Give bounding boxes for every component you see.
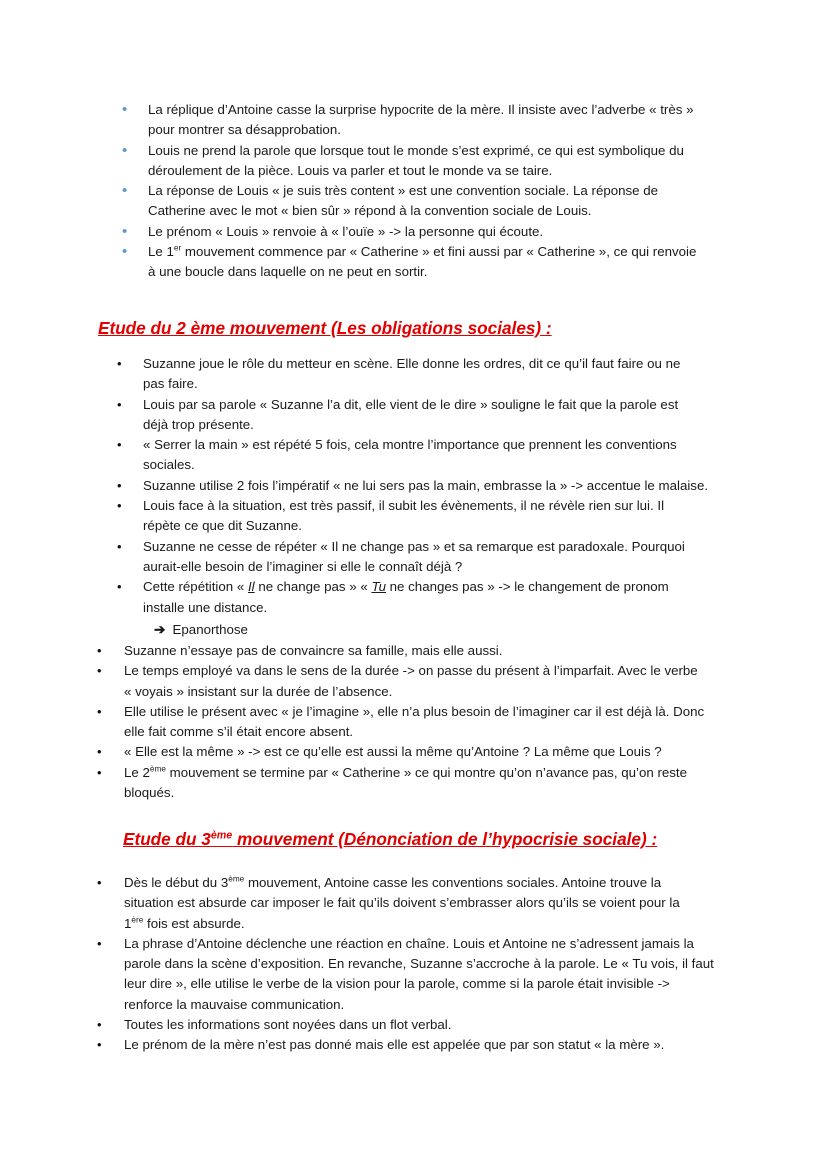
- list-item: • « Serrer la main » est répété 5 fois, cela montre l’importance que prennent les conventions sociales.: [117, 437, 677, 473]
- bullet-icon: •: [97, 663, 102, 679]
- list-item: • Elle utilise le présent avec « je l’imagine », elle n’a plus besoin de l’imaginer car il est déjà là. Donc elle fait comme s’il était encore absent.: [97, 703, 705, 740]
- list-item: • Le 1er mouvement commence par « Catherine » et fini aussi par « Catherine », ce qui renvoie à une boucle dans laquelle on ne peut en sortir.: [122, 243, 697, 280]
- bullet-list-third-movement: [97, 873, 732, 1056]
- list-item: • Cette répétition « Il ne change pas » « Tu ne changes pas » -> le changement de pronom installe une distance.: [117, 579, 669, 615]
- arrow-list-item: ➔ Epanorthose: [154, 622, 248, 637]
- bullet-icon: •: [117, 498, 122, 514]
- list-item: • Suzanne ne cesse de répéter « Il ne change pas » et sa remarque est paradoxale. Pourquoi aurait-elle besoin de l’imaginer si elle le connaît déjà ?: [117, 538, 685, 574]
- bullet-icon: •: [97, 1037, 102, 1053]
- list-item: • Suzanne n’essaye pas de convaincre sa famille, mais elle aussi.: [124, 641, 732, 661]
- list-item: • « Elle est la même » -> est ce qu’elle est aussi la même qu’Antoine ? La même que Louis ?: [124, 742, 732, 762]
- list-item: • Dès le début du 3ème mouvement, Antoine casse les conventions sociales. Antoine trouve la situation est absurde car imposer le fait qu’ils doivent s’embrasser alors qu’ils se voient pour la 1ère fois est absurde.: [97, 874, 680, 931]
- list-item: • Le prénom de la mère n’est pas donné mais elle est appelée que par son statut « la mère ».: [124, 1035, 732, 1055]
- bullet-icon: •: [117, 579, 122, 595]
- bullet-icon: •: [117, 396, 122, 412]
- bullet-icon: •: [97, 935, 102, 951]
- bullet-list-first-movement: [122, 100, 738, 283]
- bullet-icon: •: [97, 1017, 102, 1033]
- list-item: • Louis face à la situation, est très passif, il subit les évènements, il ne révèle rien sur lui. Il répète ce que dit Suzanne.: [117, 498, 665, 534]
- list-item: • Louis ne prend la parole que lorsque tout le monde s’est exprimé, ce qui est symbolique du déroulement de la pièce. Louis va parler et tout le monde va se taire.: [122, 141, 684, 178]
- list-item: • La réponse de Louis « je suis très content » est une convention sociale. La réponse de Catherine avec le mot « bien sûr » répond à la convention sociale de Louis.: [122, 182, 659, 219]
- list-item: • Suzanne joue le rôle du metteur en scène. Elle donne les ordres, dit ce qu’il faut faire ou ne pas faire.: [117, 356, 681, 392]
- list-item: • Louis par sa parole « Suzanne l’a dit, elle vient de le dire » souligne le fait que la parole est déjà trop présente.: [117, 396, 679, 432]
- bullet-icon: •: [97, 875, 102, 890]
- bullet-icon: •: [122, 222, 128, 240]
- bullet-icon: •: [122, 101, 128, 118]
- bullet-icon: •: [97, 744, 102, 760]
- bullet-list-second-movement: [117, 354, 733, 618]
- bullet-icon: •: [97, 764, 102, 780]
- bullet-icon: •: [122, 243, 128, 261]
- list-item: • Le temps employé va dans le sens de la durée -> on passe du présent à l’imparfait. Avec le verbe « voyais » insistant sur la durée de l’absence.: [97, 663, 698, 699]
- bullet-icon: •: [122, 141, 128, 159]
- section-heading-second-movement: Etude du 2 ème mouvement (Les obligations sociales) :: [98, 318, 552, 338]
- list-item: • Suzanne utilise 2 fois l’impératif « ne lui sers pas la main, embrasse la » -> accentue le malaise.: [143, 476, 733, 496]
- list-item: • Toutes les informations sont noyées dans un flot verbal.: [124, 1015, 732, 1035]
- bullet-list-second-movement-continued: [97, 641, 732, 803]
- bullet-icon: •: [117, 437, 122, 453]
- bullet-icon: •: [97, 643, 102, 658]
- bullet-icon: •: [97, 703, 102, 719]
- section-heading-third-movement: Etude du 3ème mouvement (Dénonciation de l’hypocrisie sociale) :: [123, 829, 658, 849]
- bullet-icon: •: [117, 356, 122, 371]
- bullet-icon: •: [117, 477, 122, 493]
- list-item: • La réplique d’Antoine casse la surprise hypocrite de la mère. Il insiste avec l’adverbe « très » pour montrer sa désapprobation.: [122, 101, 694, 138]
- list-item: • La phrase d’Antoine déclenche une réaction en chaîne. Louis et Antoine ne s’adressent jamais la parole dans la scène d’exposition. En revanche, Suzanne s’accroche à la parole. Le « Tu vois, il faut leur dire », elle utilise le verbe de la vision pour la parole, comme si la parole était invisible -> renforce la mauvaise communication.: [97, 935, 714, 1012]
- arrow-right-icon: ➔: [154, 622, 166, 637]
- list-item: • Le prénom « Louis » renvoie à « l’ouïe » -> la personne qui écoute.: [148, 222, 738, 242]
- list-item: • Le 2ème mouvement se termine par « Catherine » ce qui montre qu’on n’avance pas, qu’on reste bloqués.: [97, 764, 688, 801]
- bullet-icon: •: [122, 182, 128, 200]
- bullet-icon: •: [117, 538, 122, 554]
